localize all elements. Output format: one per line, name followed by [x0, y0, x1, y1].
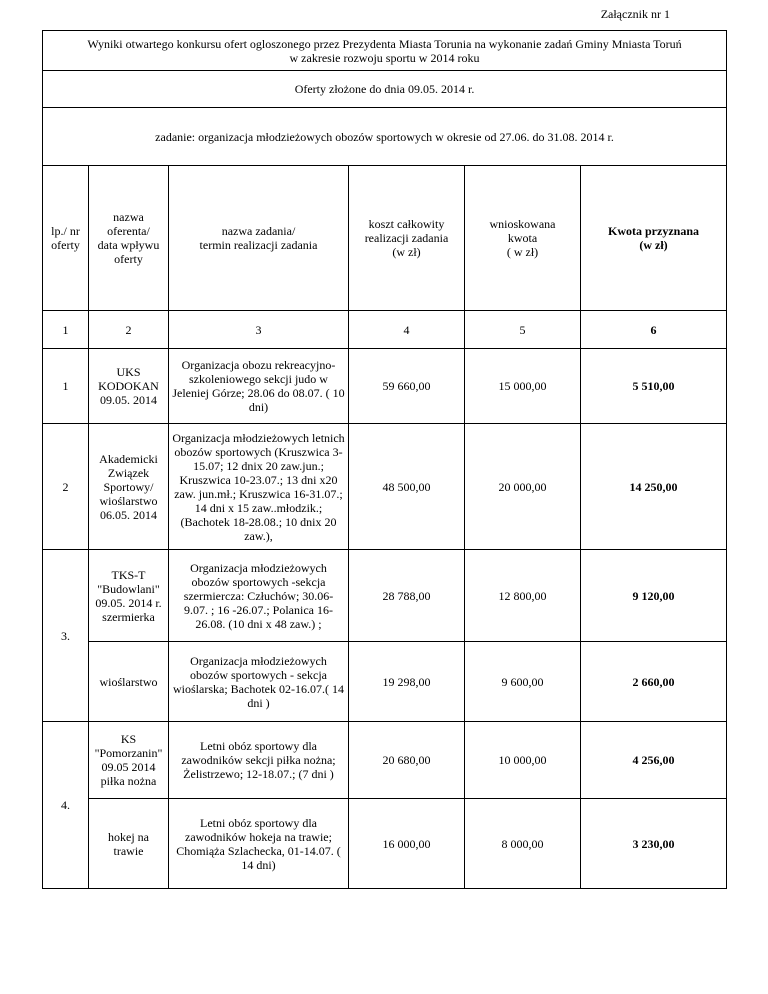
- total-cost: 28 788,00: [349, 550, 465, 642]
- requested-amount: 15 000,00: [465, 349, 581, 424]
- task-description: Organizacja obozu rekreacyjno-szkoleniowego sekcji judo w Jeleniej Górze; 28.06 do 08.07. ( 10 dni): [169, 349, 349, 424]
- requested-amount: 10 000,00: [465, 722, 581, 799]
- task-description: Letni obóz sportowy dla zawodników hokeja na trawie; Chomiąża Szlachecka, 01-14.07. ( 14 dni): [169, 799, 349, 889]
- applicant: hokej na trawie: [89, 799, 169, 889]
- requested-amount: 8 000,00: [465, 799, 581, 889]
- column-number-row: [43, 311, 727, 349]
- table-row: [43, 642, 727, 722]
- granted-amount: 9 120,00: [581, 550, 727, 642]
- deadline-row: [43, 71, 727, 108]
- total-cost: 19 298,00: [349, 642, 465, 722]
- table-row: [43, 550, 727, 642]
- applicant: KS "Pomorzanin" 09.05 2014 piłka nożna: [89, 722, 169, 799]
- column-number: 5: [465, 311, 581, 349]
- applicant: TKS-T "Budowlani" 09.05. 2014 r. szermierka: [89, 550, 169, 642]
- header-task: nazwa zadania/ termin realizacji zadania: [169, 166, 349, 311]
- applicant: Akademicki Związek Sportowy/ wioślarstwo 06.05. 2014: [89, 424, 169, 550]
- column-number: 2: [89, 311, 169, 349]
- granted-amount: 4 256,00: [581, 722, 727, 799]
- header-granted: Kwota przyznana (w zł): [581, 166, 727, 311]
- table-row: [43, 349, 727, 424]
- column-number: 1: [43, 311, 89, 349]
- task-description: Organizacja młodzieżowych letnich obozów sportowych (Kruszwica 3-15.07; 12 dnix 20 zaw.jun.; Kruszwica 10-23.07.; 13 dni x20 zaw. jun.mł.; Kruszwica 16-31.07.; 14 dni x 15 zaw..młodzik.; (Bachotek 18-28.08.; 10 dnix 20 zaw.),: [169, 424, 349, 550]
- offer-number: 2: [43, 424, 89, 550]
- requested-amount: 9 600,00: [465, 642, 581, 722]
- column-number: 3: [169, 311, 349, 349]
- column-number: 6: [581, 311, 727, 349]
- title-line-1: Wyniki otwartego konkursu ofert ogloszonego przez Prezydenta Miasta Torunia na wykonanie zadań Gminy Mniasta Toruń: [87, 36, 682, 51]
- granted-amount: 5 510,00: [581, 349, 727, 424]
- task-description: Organizacja młodzieżowych obozów sportowych -sekcja szermiercza: Człuchów; 30.06-9.07. ; 16 -26.07.; Polanica 16-26.08. (10 dni x 48 zaw.) ;: [169, 550, 349, 642]
- applicant: UKS KODOKAN 09.05. 2014: [89, 349, 169, 424]
- total-cost: 59 660,00: [349, 349, 465, 424]
- applicant: wioślarstwo: [89, 642, 169, 722]
- granted-amount: 3 230,00: [581, 799, 727, 889]
- requested-amount: 12 800,00: [465, 550, 581, 642]
- total-cost: 16 000,00: [349, 799, 465, 889]
- document-title: [43, 31, 727, 71]
- total-cost: 20 680,00: [349, 722, 465, 799]
- offer-number: 3.: [43, 550, 89, 722]
- task-description: Letni obóz sportowy dla zawodników sekcji piłka nożna; Żelistrzewo; 12-18.07.; (7 dni ): [169, 722, 349, 799]
- results-table: [42, 30, 727, 889]
- header-lp: lp./ nr oferty: [43, 166, 89, 311]
- task-row: [43, 108, 727, 166]
- table-row: [43, 799, 727, 889]
- header-row: [43, 166, 727, 311]
- offer-number: 4.: [43, 722, 89, 889]
- title-line-2: w zakresie rozwoju sportu w 2014 roku: [289, 50, 480, 65]
- task-description: Organizacja młodzieżowych obozów sportowych - sekcja wioślarska; Bachotek 02-16.07.( 14 dni ): [169, 642, 349, 722]
- offer-number: 1: [43, 349, 89, 424]
- table-row: [43, 722, 727, 799]
- header-requested: wnioskowana kwota ( w zł): [465, 166, 581, 311]
- granted-amount: 2 660,00: [581, 642, 727, 722]
- column-number: 4: [349, 311, 465, 349]
- header-total-cost: koszt całkowity realizacji zadania (w zł): [349, 166, 465, 311]
- title-row: [43, 31, 727, 71]
- total-cost: 48 500,00: [349, 424, 465, 550]
- table-row: [43, 424, 727, 550]
- deadline-text: Oferty złożone do dnia 09.05. 2014 r.: [43, 71, 727, 108]
- requested-amount: 20 000,00: [465, 424, 581, 550]
- task-text: zadanie: organizacja młodzieżowych obozów sportowych w okresie od 27.06. do 31.08. 2014 r.: [43, 108, 727, 166]
- annex-label: Załącznik nr 1: [600, 7, 670, 21]
- granted-amount: 14 250,00: [581, 424, 727, 550]
- header-applicant: nazwa oferenta/ data wpływu oferty: [89, 166, 169, 311]
